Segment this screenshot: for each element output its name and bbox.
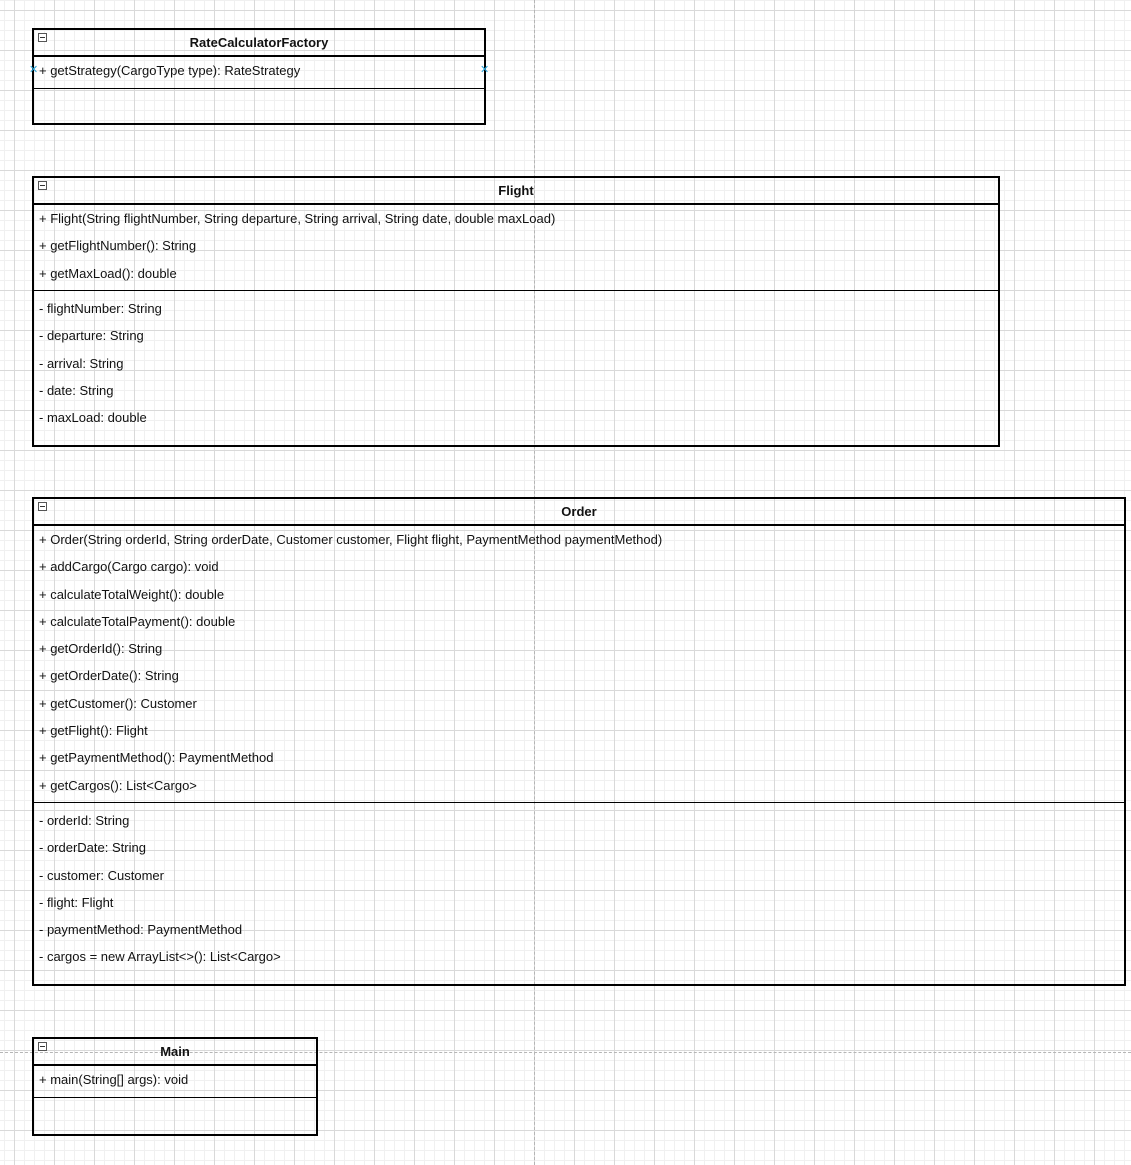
- operation-item[interactable]: + calculateTotalWeight(): double: [39, 586, 225, 602]
- attribute-item[interactable]: - departure: String: [39, 328, 144, 344]
- operations-section: [34, 205, 998, 291]
- attribute-item[interactable]: - customer: Customer: [39, 867, 164, 883]
- operation-item[interactable]: + main(String[] args): void: [39, 1072, 189, 1087]
- operation-item[interactable]: + getCustomer(): Customer: [39, 695, 197, 711]
- collapse-icon[interactable]: [38, 1042, 47, 1051]
- class-flight[interactable]: [32, 176, 1000, 447]
- attribute-item[interactable]: - arrival: String: [39, 355, 124, 371]
- class-name: Flight: [498, 183, 534, 198]
- operation-item[interactable]: + getOrderDate(): String: [39, 668, 179, 684]
- class-name: Order: [561, 504, 597, 519]
- operation-item[interactable]: + Order(String orderId, String orderDate, Customer customer, Flight flight, PaymentMethod paymentMethod): [39, 532, 663, 547]
- attribute-item[interactable]: - flight: Flight: [39, 894, 114, 910]
- collapse-icon[interactable]: [38, 181, 47, 190]
- operation-item[interactable]: + getPaymentMethod(): PaymentMethod: [39, 750, 274, 766]
- attribute-item[interactable]: - maxLoad: double: [39, 410, 147, 426]
- class-main[interactable]: [32, 1037, 318, 1136]
- operation-item[interactable]: + getCargos(): List<Cargo>: [39, 777, 197, 793]
- attribute-item[interactable]: - paymentMethod: PaymentMethod: [39, 922, 243, 938]
- class-order[interactable]: [32, 497, 1126, 986]
- class-ratecalculatorfactory[interactable]: [29, 28, 490, 125]
- connection-point-icon[interactable]: ✕: [29, 63, 39, 76]
- attribute-item[interactable]: - orderId: String: [39, 813, 130, 828]
- operations-section: [34, 1066, 316, 1098]
- attribute-item[interactable]: - orderDate: String: [39, 840, 146, 856]
- operations-section: [34, 57, 484, 89]
- attribute-item[interactable]: - date: String: [39, 382, 114, 398]
- class-header: [34, 30, 484, 57]
- connection-point-icon[interactable]: ✕: [480, 63, 490, 76]
- operation-item[interactable]: + getStrategy(CargoType type): RateStrategy: [39, 63, 301, 78]
- operation-item[interactable]: + addCargo(Cargo cargo): void: [39, 559, 219, 575]
- class-header: [34, 178, 998, 205]
- operation-item[interactable]: + getOrderId(): String: [39, 641, 163, 657]
- attributes-section: [34, 291, 998, 431]
- class-header: [34, 1039, 316, 1066]
- operation-item[interactable]: + getFlight(): Flight: [39, 723, 148, 739]
- operation-item[interactable]: + getFlightNumber(): String: [39, 238, 197, 254]
- operation-item[interactable]: + Flight(String flightNumber, String departure, String arrival, String date, double maxLoad): [39, 211, 556, 226]
- attribute-item[interactable]: - cargos = new ArrayList<>(): List<Cargo>: [39, 949, 281, 965]
- operation-item[interactable]: + getMaxLoad(): double: [39, 265, 177, 281]
- attributes-section: [34, 803, 1124, 971]
- class-name: Main: [160, 1044, 190, 1059]
- attribute-item[interactable]: - flightNumber: String: [39, 301, 162, 316]
- collapse-icon[interactable]: [38, 502, 47, 511]
- operation-item[interactable]: + calculateTotalPayment(): double: [39, 613, 236, 629]
- class-header: [34, 499, 1124, 526]
- class-name: RateCalculatorFactory: [189, 35, 329, 50]
- collapse-icon[interactable]: [38, 33, 47, 42]
- operations-section: [34, 526, 1124, 803]
